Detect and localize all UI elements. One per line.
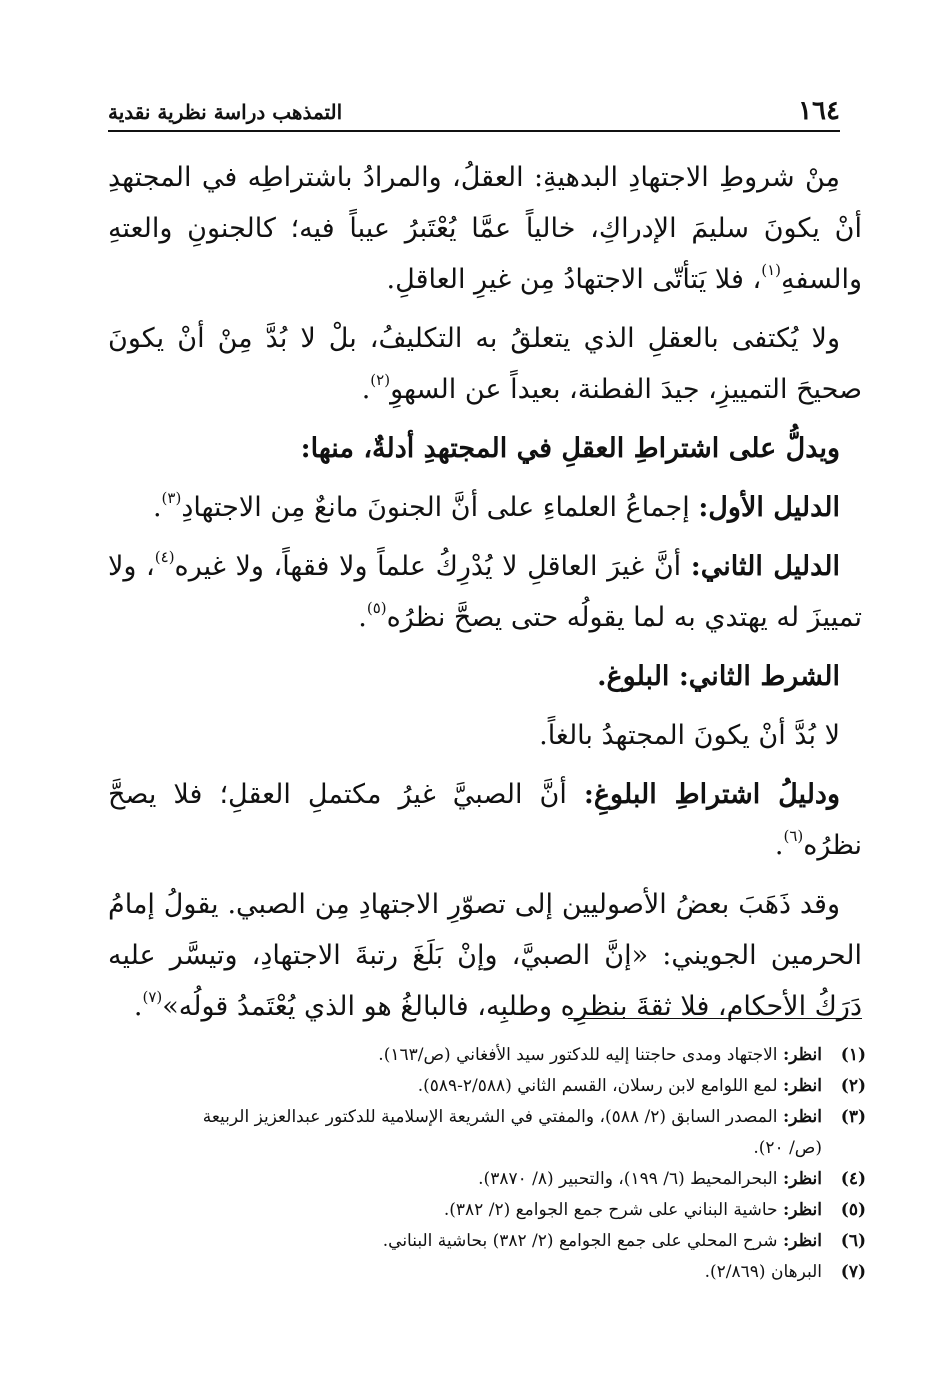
- footnote-label: انظر:: [782, 1045, 822, 1065]
- paragraph-puberty-evidence: [108, 769, 862, 871]
- paragraph-intellect-condition: [108, 152, 862, 305]
- evidence-label: الدليل الثاني:: [690, 551, 841, 582]
- footnote-separator: [568, 1018, 862, 1019]
- paragraph-text: ، ولا تمييزَ له يهتدي به لما يقولُه حتى يصحَّ نظرُه: [108, 551, 862, 633]
- footnote-2: [100, 1071, 866, 1102]
- paragraph-text: مِنْ شروطِ الاجتهادِ البدهيةِ: العقلُ، والمرادُ باشتراطِه في المجتهدِ أنْ يكونَ سليمَ الإدراكِ، خالياً عمَّا يُعْتَبرُ عيباً فيه؛ كالجنونِ والعتهِ والسفهِ: [108, 162, 862, 295]
- page-number: ١٦٤: [798, 96, 840, 126]
- paragraph-puberty: لا بُدَّ أنْ يكونَ المجتهدُ بالغاً.: [539, 720, 840, 751]
- footnote-label: انظر:: [782, 1169, 822, 1189]
- footnote-number: (٥): [840, 1200, 866, 1220]
- footnote-text: حاشية البناني على شرح جمع الجوامع (٢/ ٣٨٢).: [443, 1200, 783, 1220]
- paragraph-text: .: [774, 830, 784, 861]
- footnote-text: لمع اللوامع لابن رسلان، القسم الثاني (٢/٥٨٨-٥٨٩).: [417, 1076, 783, 1096]
- footnote-number: (٢): [840, 1076, 866, 1096]
- footnote-label: انظر:: [782, 1200, 822, 1220]
- paragraph-second-evidence: [108, 541, 862, 643]
- footnote-number: (١): [840, 1045, 866, 1065]
- evidence-label: ودليلُ اشتراطِ البلوغِ:: [583, 779, 840, 810]
- running-title: التمذهب دراسة نظرية نقدية: [108, 100, 343, 124]
- paragraph-evidence-intro: ويدلُّ على اشتراطِ العقلِ في المجتهدِ أدلةٌ، منها:: [300, 433, 840, 464]
- footnote-ref: (٧): [142, 988, 163, 1006]
- footnote-number: (٦): [840, 1231, 866, 1251]
- paragraph-text: أنَّ غيرَ العاقلِ لا يُدْرِكُ علماً ولا فقهاً، ولا غيره: [174, 551, 691, 582]
- evidence-label: الدليل الأول:: [698, 492, 840, 523]
- footnotes: [100, 1040, 866, 1288]
- footnote-label: انظر:: [782, 1107, 822, 1127]
- footnote-6: [100, 1226, 866, 1257]
- paragraph-text: وقد ذَهَبَ بعضُ الأصوليين إلى تصوّرِ الاجتهادِ مِن الصبي. يقولُ إمامُ الحرمين الجويني: «إنَّ الصبيَّ، وإنْ بَلَغَ رتبةَ الاجتهادِ، وتيسَّر عليه دَرَكُ الأحكام، فلا ثقةَ بنظرِه وطلبِه، فالبالغُ هو الذي يُعْتَمدُ قولُه»: [108, 889, 862, 1022]
- footnote-1: [100, 1040, 866, 1071]
- footnote-ref: (٤): [154, 548, 175, 566]
- running-header: [108, 92, 840, 132]
- footnote-number: (٣): [840, 1107, 866, 1127]
- paragraph-text: إجماعُ العلماءِ على أنَّ الجنونَ مانعٌ مِن الاجتهادِ: [181, 492, 699, 523]
- footnote-4: [100, 1164, 866, 1195]
- footnote-ref: (١): [761, 261, 781, 279]
- footnote-label: انظر:: [782, 1231, 822, 1251]
- paragraph-text: ولا يُكتفى بالعقلِ الذي يتعلقُ به التكليفُ، بلْ لا بُدَّ مِنْ أنْ يكونَ صحيحَ التمييزِ، جيدَ الفطنة، بعيداً عن السهوِ: [108, 323, 862, 405]
- paragraph-text: أنَّ الصبيَّ غيرُ مكتملِ العقلِ؛ فلا يصحَّ نظرُه: [108, 779, 862, 861]
- footnote-continuation: (ص/ ٢٠).: [753, 1138, 822, 1158]
- footnote-ref: (٣): [161, 489, 182, 507]
- paragraph-juwayni-quote: [108, 879, 862, 1032]
- paragraph-text: .: [152, 492, 162, 523]
- footnote-text: شرح المحلي على جمع الجوامع (٢/ ٣٨٢) بحاشية البناني.: [382, 1231, 783, 1251]
- paragraph-text: .: [133, 991, 143, 1022]
- footnote-ref: (٢): [370, 371, 391, 389]
- footnote-7: [100, 1257, 866, 1288]
- footnote-ref: (٥): [366, 599, 387, 617]
- footnote-text: البحرالمحيط (٦/ ١٩٩)، والتحبير (٨/ ٣٨٧٠).: [478, 1169, 783, 1189]
- footnote-text: الاجتهاد ومدى حاجتنا إليه للدكتور سيد الأفغاني (ص/١٦٣).: [378, 1045, 783, 1065]
- main-text: [108, 152, 862, 1032]
- paragraph-discernment: [108, 313, 862, 415]
- footnote-number: (٧): [840, 1262, 866, 1282]
- footnote-3: [100, 1102, 866, 1164]
- heading-second-condition: الشرط الثاني: البلوغ.: [597, 661, 840, 692]
- paragraph-text: .: [358, 602, 367, 633]
- paragraph-first-evidence: [108, 482, 862, 533]
- footnote-number: (٤): [840, 1169, 866, 1189]
- footnote-5: [100, 1195, 866, 1226]
- footnote-text: البرهان (٢/٨٦٩).: [704, 1262, 822, 1282]
- footnote-label: انظر:: [782, 1076, 822, 1096]
- paragraph-text: ، فلا يَتأتّى الاجتهادُ مِن غيرِ العاقلِ.: [386, 264, 762, 295]
- footnote-text: المصدر السابق (٢/ ٥٨٨)، والمفتي في الشريعة الإسلامية للدكتور عبدالعزيز الربيعة: [202, 1107, 783, 1127]
- paragraph-text: .: [361, 374, 371, 405]
- footnote-ref: (٦): [783, 827, 804, 845]
